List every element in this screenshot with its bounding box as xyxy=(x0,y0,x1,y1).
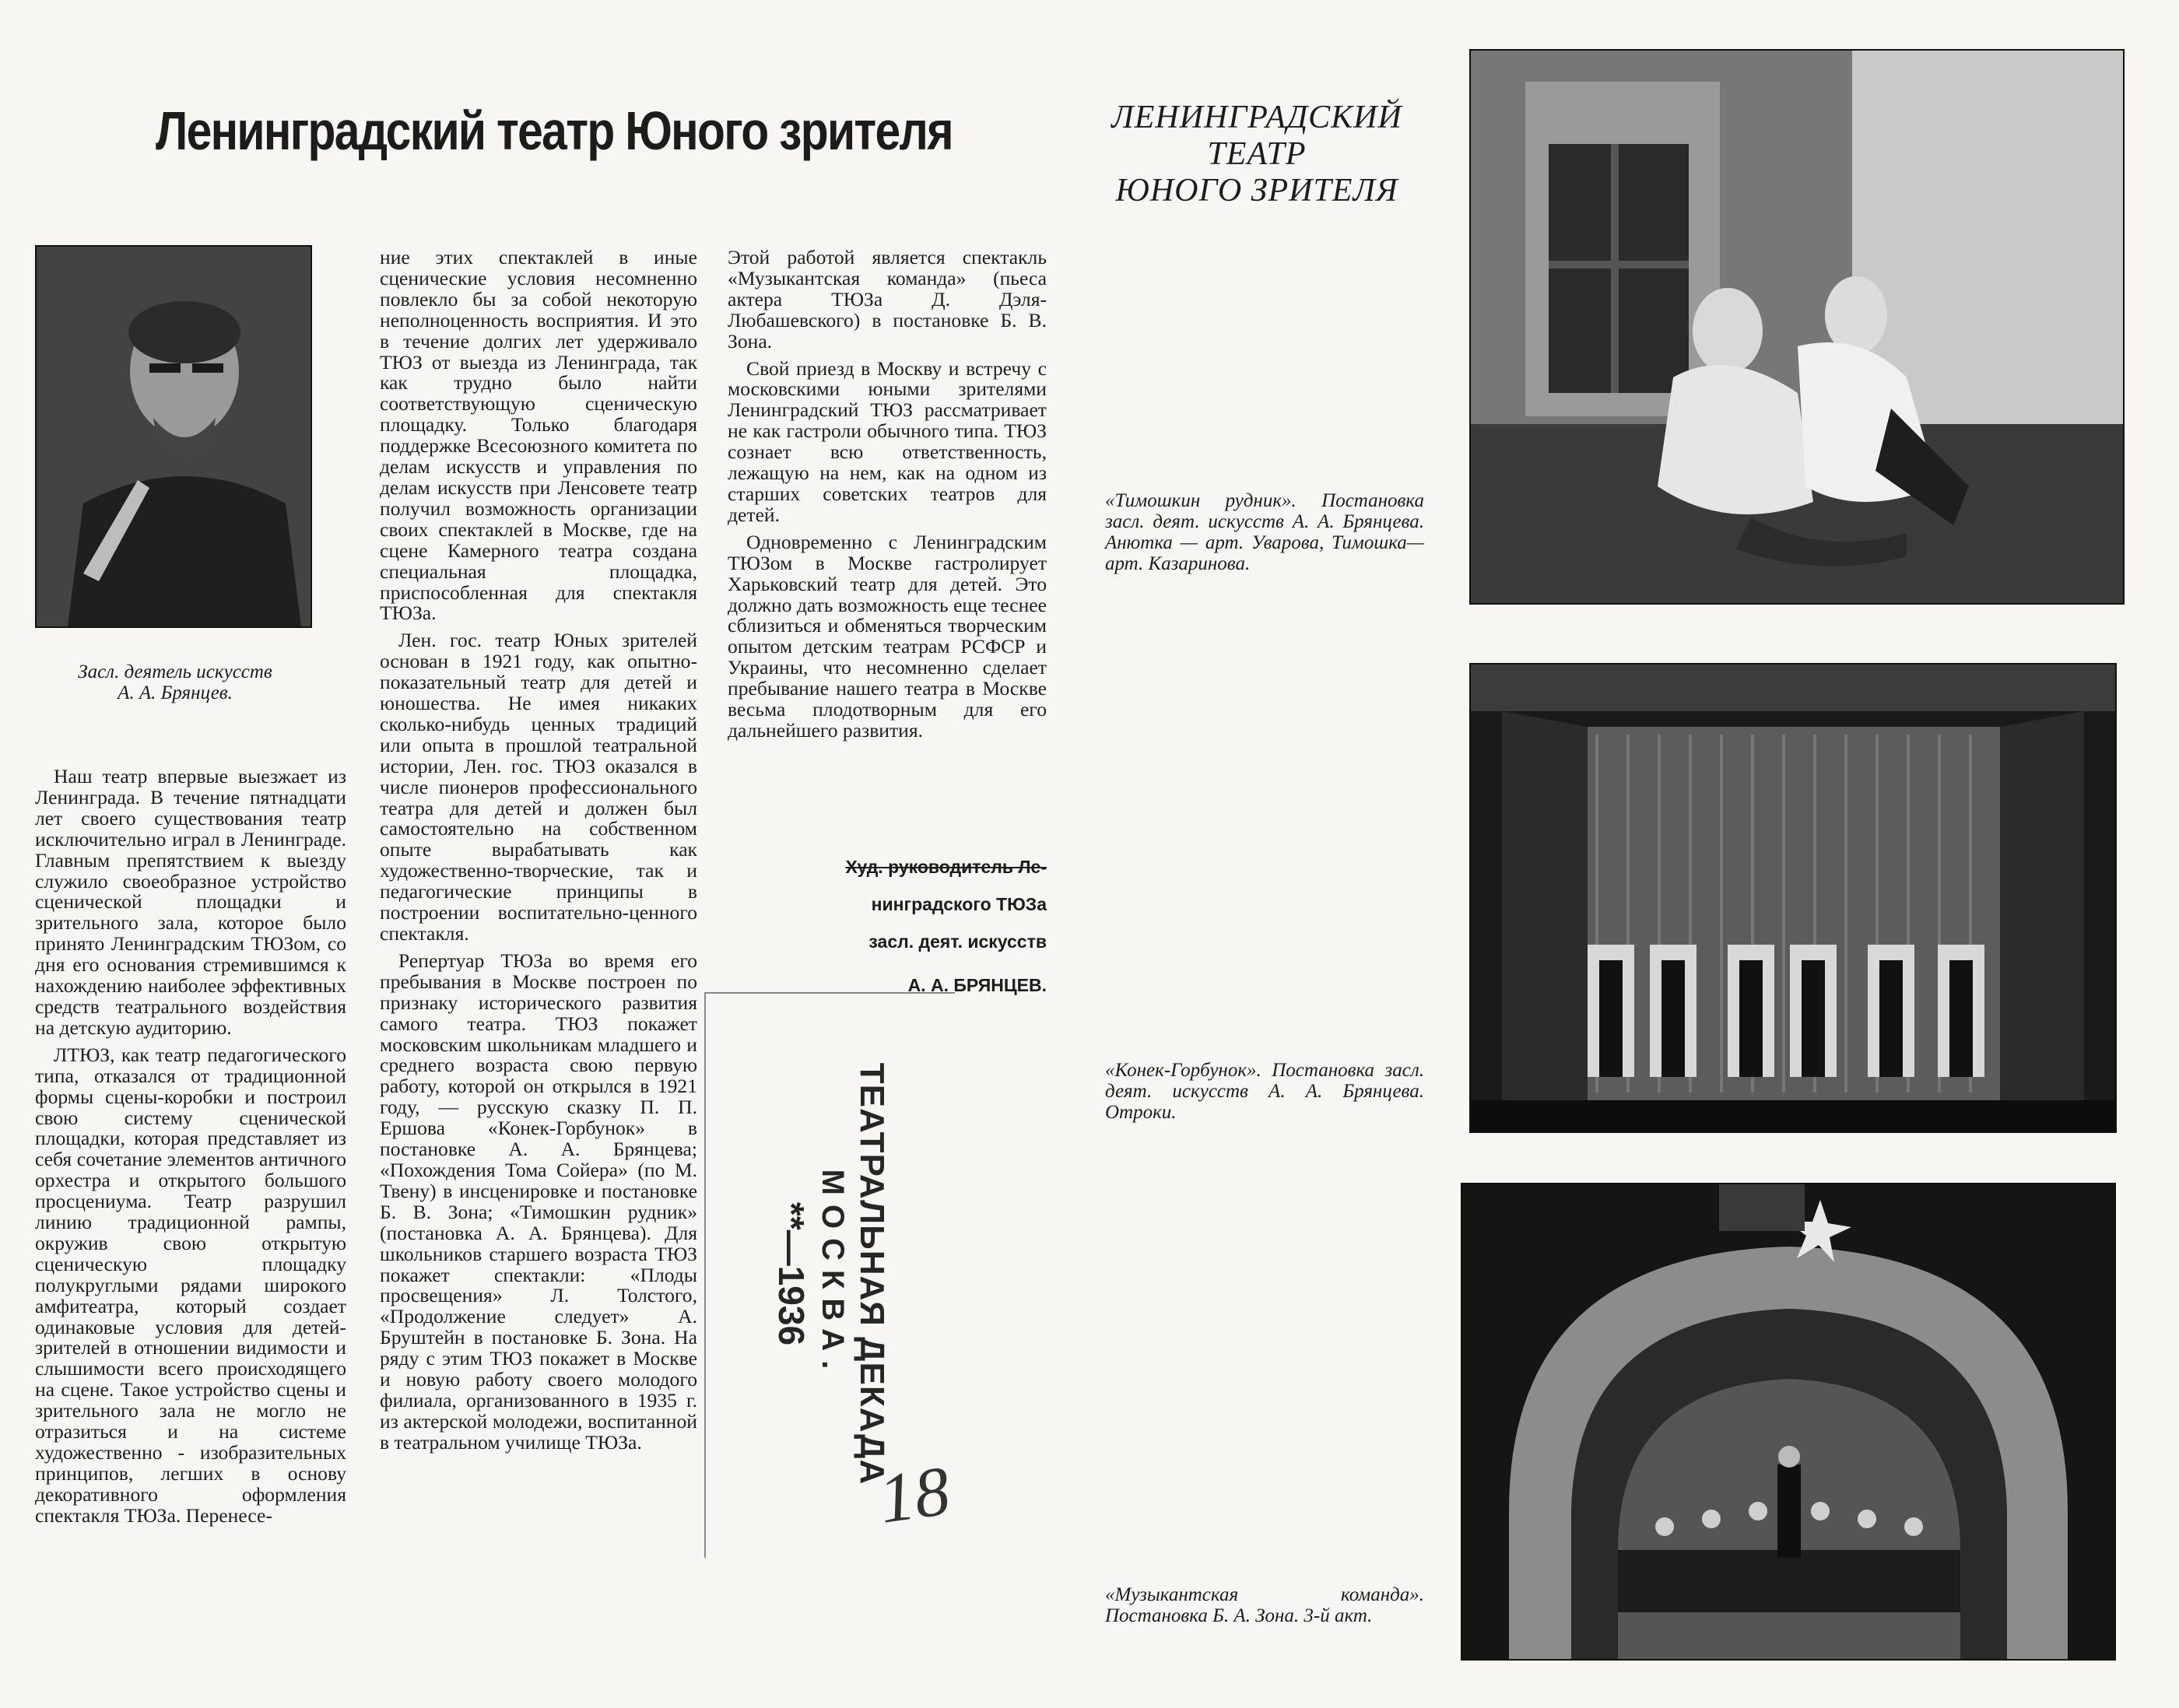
portrait-caption-line: Засл. деятель искусств xyxy=(78,661,272,682)
handwritten-number: 18 xyxy=(874,1452,955,1538)
stage-photo-image xyxy=(1462,1184,2114,1659)
paragraph: ЛТЮЗ, как театр педагогического типа, отказался от традиционной формы сцены-коробки и построил свою систему сценической площадки, которая представляет из себя сочетание элементов античного орхестра и открытого большого просцениума. Театр разрушил линию традиционной рампы, окружив свою открытую сценическую площадку полукруглыми рядами широкого амфитеатра, который создает одинаковые условия для детей-зрителей в отношении видимости и слышимости всего происходящего на сцене. Такое устройство сцены и зрительного зала не могло не отразиться и на системе художественно - изобразительных принципов, легших в основу декоративного оформления спектакля ТЮЗа. Перенесе- xyxy=(35,1043,346,1527)
photo-caption-3: «Музыкантская команда». Постановка Б. А. Зона. 3-й акт. xyxy=(1105,1584,1424,1626)
stamp-line: **—1936 xyxy=(771,1201,812,1346)
signature-line: нинградского ТЮЗа xyxy=(871,894,1047,914)
article-column-1 xyxy=(35,766,346,1527)
stamp-line: ТЕАТРАЛЬНАЯ ДЕКАДА xyxy=(853,1062,891,1485)
paragraph: Свой приезд в Москву и встречу с московскими юными зрителями Ленинградский ТЮЗ рассматривает не как гастроли обычного типа. ТЮЗ сознает всю ответственность, лежащую на нем, как на одном из старших советских театров для детей. xyxy=(728,356,1047,526)
portrait-caption xyxy=(35,661,315,703)
portrait-image xyxy=(37,247,311,626)
signature xyxy=(728,848,1047,1004)
paragraph: Этой работой является спектакль «Музыкантская команда» (пьеса актера ТЮЗа Д. Дэля-Любашевского) в постановке Б. В. Зона. xyxy=(728,246,1047,352)
article-column-2 xyxy=(380,247,697,1454)
portrait-caption-line: А. А. Брянцев. xyxy=(118,682,233,703)
stamp-line: МОСКВА. xyxy=(816,1169,850,1379)
signature-line: Худ. руководитель Ле- xyxy=(845,857,1047,877)
photo-muzykantskaya-komanda xyxy=(1461,1183,2116,1661)
photo-konek-gorbunok xyxy=(1469,663,2117,1133)
stamp-text xyxy=(769,1040,892,1507)
side-title-line: ЮНОГО ЗРИТЕЛЯ xyxy=(1115,173,1398,209)
article-column-3 xyxy=(728,247,1047,742)
paragraph: Одновременно с Ленинградским ТЮЗом в Москве гастролирует Харьковский театр для детей. Это должно дать возможность еще теснее сблизиться и обменяться творческим опытом детским театрам РСФСР и Украины, что несомненно сделает пребывание нашего театра в Москве весьма плодотворным для его дальнейшего развития. xyxy=(728,530,1047,742)
side-title-line: ЛЕНИНГРАДСКИЙ xyxy=(1111,100,1402,135)
side-title-line: ТЕАТР xyxy=(1207,136,1307,172)
side-title xyxy=(1082,100,1432,209)
paragraph: Наш театр впервые выезжает из Ленинграда. В течение пятнадцати лет своего существования театр исключительно играл в Ленинграде. Главным препятствием к выезду служило своеобразное устройство сценической площадки и зрительного зала, которое было принято Ленинградским ТЮЗом, со дня его основания стремившимся к нахождению наиболее эффективных средств театрального воздействия на детскую аудиторию. xyxy=(35,765,346,1039)
signature-line: А. А. БРЯНЦЕВ. xyxy=(907,975,1047,995)
photo-caption-2: «Конек-Горбунок». Постановка засл. деят. искусств А. А. Брянцева. Отроки. xyxy=(1105,1060,1424,1123)
headline: Ленинградский театр Юного зрителя xyxy=(156,100,953,161)
portrait-photo xyxy=(35,245,312,628)
paragraph: Репертуар ТЮЗа во время его пребывания в Москве построен по признаку исторического развития самого театра. ТЮЗ покажет московским школьникам младшего и среднего возраста свою первую работу, которой он открылся в 1921 году, — русскую сказку П. П. Ершова «Конек-Горбунок» в постановке А. А. Брянцева; «Похождения Тома Сойера» (по М. Твену) в инсценировке и постановке Б. В. Зона; «Тимошкин рудник» (постановка А. А. Брянцева). Для школьников старшего возраста ТЮЗ покажет спектакли: «Плоды просвещения» Л. Толстого, «Продолжение следует» А. Бруштейн в постановке Б. Зона. На ряду с этим ТЮЗ покажет в Москве и новую работу своего молодого филиала, организованного в 1935 г. из актерской молодежи, воспитанной в театральном училище ТЮЗа. xyxy=(380,949,697,1454)
paragraph: Лен. гос. театр Юных зрителей основан в 1921 году, как опытно-показательный театр для детей и юношества. Не имея никаких сколько-нибудь ценных традиций или опыта в прошлой театральной истории, Лен. гос. ТЮЗ оказался в числе пионеров профессионального театра для детей и должен был самостоятельно на собственном опыте вырабатывать как художественно-творческие, так и педагогические принципы в построении воспитательно-ценного спектакля. xyxy=(380,629,697,945)
photo-timoshkin-rudnik xyxy=(1469,49,2125,605)
stage-photo-image xyxy=(1471,665,2115,1131)
photo-caption-1: «Тимошкин рудник». Постановка засл. деят. искусств А. А. Брянцева. Анютка — арт. Уварова, Тимошка—арт. Казаринова. xyxy=(1105,490,1424,574)
signature-line: засл. деят. искусств xyxy=(868,931,1047,952)
paragraph: ние этих спектаклей в иные сценические условия несомненно повлекло бы за собой некоторую неполноценность восприятия. И это в течение долгих лет удерживало ТЮЗ от выезда из Ленинграда, так как трудно было найти соответствующую сценическую площадку. Только благодаря поддержке Всесоюзного комитета по делам искусств и управления по делам искусств при Ленсовете театр получил возможность организации своих спектаклей в Москве, где на сцене Камерного театра создана специальная площадка, приспособленная для спектакля ТЮЗа. xyxy=(380,246,697,625)
stage-photo-image xyxy=(1471,51,2123,603)
